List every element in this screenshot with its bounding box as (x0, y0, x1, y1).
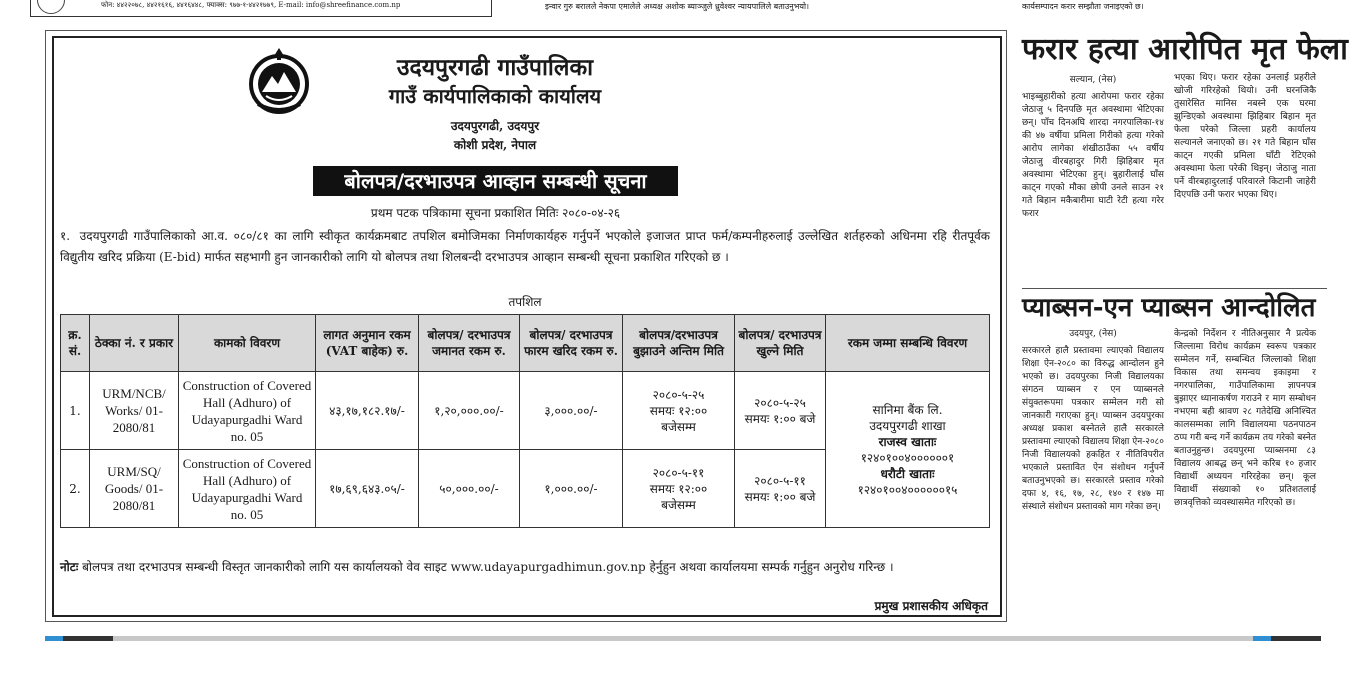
published-date: प्रथम पटक पत्रिकामा सूचना प्रकाशित मितिः २०८०-०४-२६ (370, 206, 621, 220)
news-byline-2: उदयपुर, (नेस) (1069, 329, 1117, 339)
paragraph-text: उदयपुरगढी गाउँपालिकाको आ.व. ०८०/८१ का लागि स्वीकृत कार्यक्रमबाट तपशिल बमोजिमका निर्माणकार्यहरु गर्नुपर्ने भएकोले इजाजत प्राप्त फर्म/कम्पनीहरुलाई उल्लेखित शर्तहरुको अधिनमा रहि रीतपूर्वक विद्युतीय खरिद प्रक्रिया (E-bid) मार्फत सहभागी हुन जानकारीको लागि यो बोलपत्र तथा शिलबन्दी दरभाउपत्र आव्हान सम्बन्धी सूचना प्रकाशित गरिएको छ । (60, 229, 990, 264)
col-header-sn: क्र. सं. (61, 315, 90, 372)
col-header-submit-date: बोलपत्र/दरभाउपत्र बुझाउने अन्तिम मिति (623, 315, 735, 372)
news-story-2-col-2 (1174, 328, 1316, 510)
open-time: समयः १:०० बजे (744, 411, 816, 426)
submit-time: समयः १२:०० (649, 403, 708, 418)
notice-title: बोलपत्र/दरभाउपत्र आव्हान सम्बन्धी सूचना (313, 166, 678, 196)
paragraph-number: १. (60, 229, 71, 243)
news-story-2-col-1 (1022, 328, 1164, 514)
col-header-open-date: बोलपत्र/ दरभाउपत्र खुल्ने मिति (735, 315, 826, 372)
submit-suffix: बजेसम्म (661, 419, 696, 434)
submit-date: २०८०-५-११ (652, 465, 705, 480)
news-headline-2: प्याब्सन-एन प्याब्सन आन्दोलित (1022, 293, 1316, 323)
cell-security: ५०,०००.००/- (419, 450, 520, 528)
cell-description: Construction of Covered Hall (Adhuro) of Udayapurgadhi Ward no. 05 (179, 450, 316, 528)
bottom-bar-dark-right (1271, 636, 1321, 641)
bottom-bar-grey (113, 636, 1253, 641)
tender-table (60, 314, 990, 528)
cell-sn: 2. (61, 450, 90, 528)
top-ad-box (30, 0, 492, 17)
cell-submit-date (623, 372, 735, 450)
address-line-2: कोशी प्रदेश, नेपाल (453, 138, 537, 152)
address-line-1: उदयपुरगढी, उदयपुर (450, 119, 540, 133)
seal-icon (37, 0, 65, 14)
cell-form-fee: ३,०००.००/- (520, 372, 623, 450)
open-date: २०८०-५-२५ (754, 395, 806, 410)
table-row (61, 372, 990, 450)
news-divider (1022, 288, 1327, 289)
notice-note (60, 556, 990, 578)
cell-description: Construction of Covered Hall (Adhuro) of Udayapurgadhi Ward no. 05 (179, 372, 316, 450)
bottom-bar-dark-left (63, 636, 113, 641)
open-date: २०८०-५-११ (754, 473, 806, 488)
bottom-bar-blue-left (45, 636, 63, 641)
news-story-2-text-b: केन्द्रको निर्देशन र नीतिअनुसार नै प्रत्येक जिल्लामा विरोध कार्यक्रम स्वरूप पत्रकार सम्मेलन गर्ने, सम्बन्धित जिल्लाको शिक्षा विकास तथा समन्वय इकाइमा र नगरपालिका, गाउँपालिकामा ज्ञापनपत्र बुझाएर ध्यानाकर्षण गराउने र माग सम्बोधन नभएमा बही श्रावण २८ गतेदेखि अनिश्चित कालसम्मका लागि विद्यालयमा पठनपाठन ठप्प गरी बन्द गर्ने कार्यक्रम तय गरेको बस्नेत बताउनुहुन्छ। उदयपुरमा प्याब्सनमा ८३ विद्यालय आबद्ध छन् भने करिब १० हजार विद्यार्थी अध्ययन गरिरहेका छन्। कूल विद्यार्थी संख्याको १० प्रतिशतलाई छात्रवृत्तिको व्यवस्थासमेत गरिएको छ। (1174, 329, 1316, 508)
deposit-account-label: धरौटी खाताः (880, 466, 935, 481)
top-contact-text: फोन: ४४२२०७८, ४४२१६१६, ४४१६४४८, फ्याक्स: ९७७-१-४४२१७७९, E-mail: info@shreefinance.com.np (101, 1, 401, 9)
cell-security: १,२०,०००.००/- (419, 372, 520, 450)
office-name: गाउँ कार्यपालिकाको कार्यालय (388, 84, 602, 108)
cell-estimate: ४३,१७,१८२.१७/- (316, 372, 419, 450)
cell-open-date (735, 372, 826, 450)
notice-paragraph (60, 226, 990, 268)
cell-contract: URM/SQ/ Goods/ 01-2080/81 (90, 450, 179, 528)
note-label: नोटः (60, 560, 79, 574)
cell-open-date (735, 450, 826, 528)
col-header-contract: ठेक्का नं. र प्रकार (90, 315, 179, 372)
cell-form-fee: १,०००.००/- (520, 450, 623, 528)
col-header-deposit: रकम जम्मा सम्बन्धि विवरण (826, 315, 990, 372)
col-header-security: बोलपत्र/ दरभाउपत्र जमानत रकम रु. (419, 315, 520, 372)
deposit-branch: उदयपुरगढी शाखा (869, 418, 946, 433)
table-header-row (61, 315, 990, 372)
revenue-account-number: १२४०१००४००००००१ (860, 450, 955, 465)
deposit-account-number: १२४०१००४००००००१५ (857, 482, 958, 497)
note-text: बोलपत्र तथा दरभाउपत्र सम्बन्धी विस्तृत जानकारीको लागि यस कार्यालयको वेव साइट www.udayapurgadhimun.gov.np हेर्नुहुन अथवा कार्यालयमा सम्पर्क गर्नुहुन अनुरोध गरिन्छ । (82, 560, 894, 574)
news-story-1-col-1 (1022, 74, 1164, 221)
col-header-description: कामको विवरण (179, 315, 316, 372)
deposit-bank: सानिमा बैंक लि. (872, 402, 943, 417)
revenue-account-label: राजस्व खाताः (878, 434, 937, 449)
news-story-1-col-2 (1174, 72, 1316, 202)
news-story-1-text-b: भएका थिए। फरार रहेका उनलाई प्रहरीले खोजी गरिरहेको थियो। उनी घरनजिकै तुसारेसित मानिस नबस्ने एक घरमा झुन्डिएको अवस्थामा झिहिबार बिहान मृत फेला परेको जिल्ला प्रहरी कार्यालय सल्यानले जनाएको छ। २१ गते बिहान घाँस काट्न गएकी प्रमिला घाँटी रेटिएको अवस्थामा फेला परेकी थिइन्। जेठाजु नाता पर्ने वीरबहादुरलाई परिवारले किटानी जाहेरी दिएपछि उनी फरार भएका थिए। (1174, 73, 1316, 200)
news-headline-1: फरार हत्या आरोपित मृत फेला (1022, 32, 1348, 67)
submit-date: २०८०-५-२५ (652, 387, 705, 402)
news-story-1-text-a: भाइब्बुहारीको हत्या आरोपमा फरार रहेका जेठाजु ५ दिनपछि मृत अवस्थामा भेटिएका छन्। पाँच दिनअघि शारदा नगरपालिका-१४ की ४७ वर्षीया प्रमिला गिरीको हत्या गरेको आरोप लागेका शंखीठाउँका ५५ वर्षीय जेठाजु वीरबहादुर गिरी झिहिबार मृत अवस्थामा भेटिएका हुन्। बुहारीलाई घाँस काट्न गएको मौका छोपी उनले साउन २१ गते बिहान मकैबारीमा घाटी रेटी हत्या गरेर फरार (1022, 92, 1164, 219)
schedule-label: तपशिल (508, 295, 542, 309)
cell-deposit-details (826, 372, 990, 528)
top-right-snippet: कार्यसम्पादन करार सम्झौता जनाइएको छ। (1022, 2, 1144, 11)
cell-contract: URM/NCB/ Works/ 01-2080/81 (90, 372, 179, 450)
bottom-bar-blue-right (1253, 636, 1271, 641)
cell-estimate: १७,६९,६४३.०५/- (316, 450, 419, 528)
col-header-estimate: लागत अनुमान रकम (VAT बाहेक) रु. (316, 315, 419, 372)
nepal-emblem-icon (244, 46, 314, 116)
open-time: समयः १:०० बजे (744, 489, 816, 504)
news-byline-1: सल्यान, (नेस) (1069, 75, 1117, 85)
cell-sn: 1. (61, 372, 90, 450)
submit-time: समयः १२:०० (649, 481, 708, 496)
submit-suffix: बजेसम्म (661, 497, 696, 512)
news-story-2-text-a: सरकारले हालै प्रस्तावमा ल्याएको विद्यालय शिक्षा ऐन-२०८० का विरुद्ध आन्दोलन हुने भएको छ। उदयपुरका निजी विद्यालयका संगठन प्याब्सन र एन प्याब्सनले संयुक्तरूपमा पत्रकार सम्मेलन गरी सो जानकारी गराएका हुन्। प्याब्सन उदयपुरका अध्यक्ष प्रकाश बस्नेतले हालै सरकारले प्रस्तावमा ल्याएको विद्यालय शिक्षा ऐन-२०८० निजी विद्यालयको हकहित र नीतिविपरीत भएकाले प्रस्तावित ऐन संशोधन गर्नुपर्ने बताउनुभएको छ। सरकारले प्रस्ताव गरेको दफा ४, १६, १७, २८, १४० र १४७ मा संस्थाले संशोधन प्रस्तावको माग गरेका छन्। (1022, 346, 1164, 512)
signatory-title: प्रमुख प्रशासकीय अधिकृत (874, 599, 988, 613)
org-name: उदयपुरगढी गाउँपालिका (396, 54, 594, 81)
col-header-form-fee: बोलपत्र/ दरभाउपत्र फारम खरिद रकम रु. (520, 315, 623, 372)
top-news-snippet: इन्वार गुरु बरालले नेकपा एमालेले अध्यक्ष अशोक ब्याञ्जुले ध्रुवेश्वर न्यायपालिले बताउनुभयो। (545, 2, 810, 11)
cell-submit-date (623, 450, 735, 528)
